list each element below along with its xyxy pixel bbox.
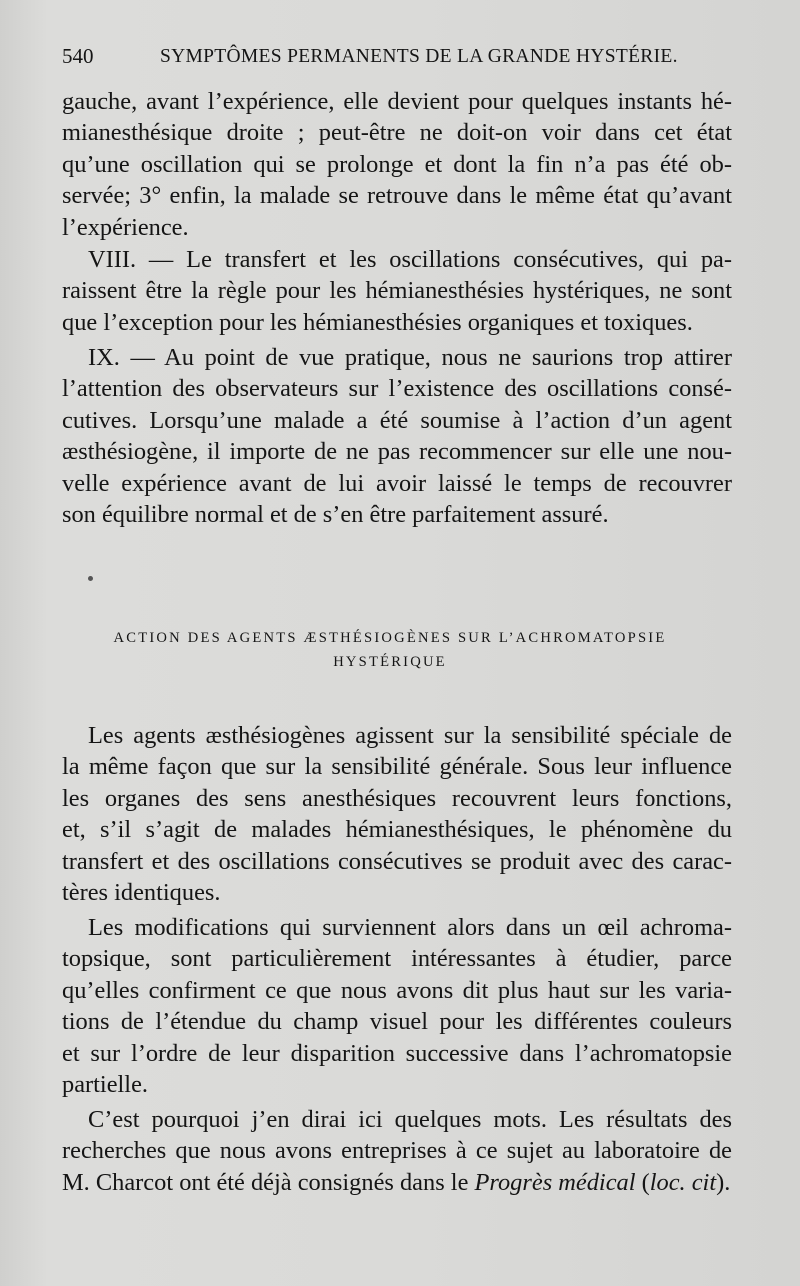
running-title: SYMPTÔMES PERMANENTS DE LA GRANDE HYSTÉRIE. [160, 46, 678, 67]
text-line: IX. — Au point de vue pratique, nous ne saurions trop attirer [88, 344, 732, 371]
text-line: transfert et des oscillations consécutives se produit avec des carac- [62, 847, 732, 875]
citation-reference: loc. cit [649, 1168, 717, 1196]
section-heading-line: ACTION DES AGENTS ÆSTHÉSIOGÈNES SUR L’ACHROMATOPSIE [113, 630, 667, 646]
text-line: raissent être la règle pour les hémianesthésies hystériques, ne sont [62, 277, 732, 305]
running-head [62, 44, 742, 74]
text-line: servée; 3° enfin, la malade se retrouve dans le même état qu’avant [62, 182, 732, 210]
text-fragment: M. Charcot ont été déjà consignés dans le [62, 1168, 475, 1196]
text-line: partielle. [62, 1071, 148, 1099]
text-line: recherches que nous avons entreprises à ce sujet au laboratoire de [62, 1137, 732, 1165]
text-line: qu’elles confirment ce que nous avons dit plus haut sur les varia- [62, 976, 732, 1004]
text-line: et, s’il s’agit de malades hémianesthésiques, le phénomène du [62, 816, 732, 844]
text-line: la même façon que sur la sensibilité générale. Sous leur influence [62, 753, 732, 781]
paragraph-agents [62, 720, 732, 908]
text-line: tères identiques. [62, 879, 221, 907]
text-fragment: ). [716, 1168, 731, 1196]
text-line: Les agents æsthésiogènes agissent sur la sensibilité spéciale de [88, 722, 732, 749]
text-line: l’expérience. [62, 213, 189, 241]
text-line: tions de l’étendue du champ visuel pour les différentes couleurs [62, 1008, 732, 1036]
text-line: C’est pourquoi j’en dirai ici quelques mots. Les résultats des [88, 1106, 732, 1133]
text-line: æsthésiogène, il importe de ne pas recommencer sur elle une nou- [62, 438, 732, 466]
text-line [62, 1167, 732, 1198]
paragraph-continuation [62, 86, 732, 243]
text-line: topsique, sont particulièrement intéressantes à étudier, parce [62, 945, 732, 973]
text-line: gauche, avant l’expérience, elle devient pour quelques instants hé- [62, 88, 732, 115]
journal-reference: Progrès médical [474, 1168, 636, 1196]
section-heading-line: HYSTÉRIQUE [333, 654, 447, 670]
text-line: VIII. — Le transfert et les oscillations consécutives, qui pa- [88, 246, 732, 273]
text-line: mianesthésique droite ; peut-être ne doit-on voir dans cet état [62, 119, 732, 147]
margin-dot [88, 576, 93, 581]
paragraph-viii [62, 244, 732, 338]
page-number: 540 [62, 44, 94, 68]
text-line: les organes des sens anesthésiques recouvrent leurs fonctions, [62, 784, 732, 812]
text-line: Les modifications qui surviennent alors dans un œil achroma- [88, 914, 732, 941]
text-line: que l’exception pour les hémianesthésies organiques et toxiques. [62, 308, 693, 336]
text-line: velle expérience avant de lui avoir laissé le temps de recouvrer [62, 469, 732, 497]
paragraph-ix [62, 342, 732, 530]
text-line: et sur l’ordre de leur disparition successive dans l’achromatopsie [62, 1039, 732, 1067]
text-line: son équilibre normal et de s’en être parfaitement assuré. [62, 501, 609, 529]
text-line: qu’une oscillation qui se prolonge et dont la fin n’a pas été ob- [62, 150, 732, 178]
text-line: cutives. Lorsqu’une malade a été soumise à l’action d’un agent [62, 406, 732, 434]
text-fragment: ( [635, 1168, 650, 1196]
text-line: l’attention des observateurs sur l’existence des oscillations consé- [62, 375, 732, 403]
section-heading [90, 626, 690, 674]
paragraph-modifications [62, 912, 732, 1100]
paragraph-conclusion [62, 1104, 732, 1198]
